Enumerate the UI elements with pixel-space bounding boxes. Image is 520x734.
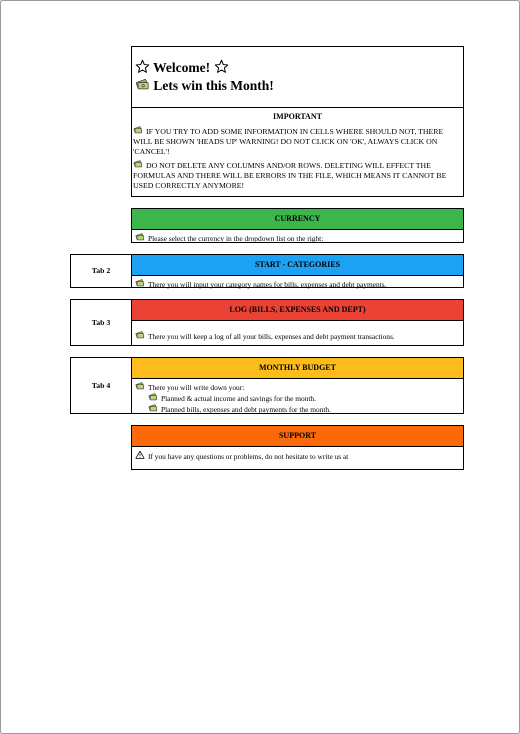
log-text: There you will keep a log of all your bills, expenses and debt payment transactions. [148,332,395,341]
bills-icon [148,392,158,402]
log-line [135,330,460,342]
support-header: SUPPORT [131,425,464,447]
log-section [131,299,464,346]
budget-section [131,357,464,414]
budget-item-text: Planned & actual income and savings for the month. [161,394,316,403]
support-line [135,450,460,462]
currency-section [131,208,464,243]
budget-item [148,403,460,415]
currency-text: Please select the currency in the dropdown list on the right: [148,234,324,243]
bills-icon [135,278,145,288]
important-box [131,107,464,197]
star-icon [135,59,150,74]
budget-item-text: Planned bills, expenses and debt payments for the month. [161,405,331,414]
start-line [135,278,460,290]
welcome-line [135,59,229,76]
currency-line[interactable] [135,232,460,244]
budget-text: There you will write down your: [148,383,245,392]
motto-line [135,77,274,94]
bills-icon [135,330,145,340]
bills-icon [133,159,143,169]
tab-2-label[interactable]: Tab 2 [70,254,132,288]
important-paragraph-1 [133,125,460,157]
start-section [131,254,464,288]
log-header: LOG (BILLS, EXPENSES AND DEPT) [131,299,464,321]
important-title: IMPORTANT [273,112,322,121]
support-section [131,425,464,470]
important-text-2: DO NOT DELETE ANY COLUMNS AND/OR ROWS. DELETING WILL EFFECT THE FORMULAS AND THERE WILL BE ERRORS IN THE FILE, WHICH MEANS IT CANNOT BE USED CORRECTLY ANYMORE! [133,161,447,190]
warning-icon [135,450,145,460]
start-text: There you will input your category names for bills, expenses and debt payments. [148,280,387,289]
bills-icon [133,125,143,135]
budget-header: MONTHLY BUDGET [131,357,464,379]
important-text-1: IF YOU TRY TO ADD SOME INFORMATION IN CELLS WHERE SHOULD NOT, THERE WILL BE SHOWN 'HEADS UP' WARNING! DO NOT CLICK ON 'OK', ALWAYS CLICK ON 'CANCEL'! [133,127,444,156]
currency-header: CURRENCY [131,208,464,230]
welcome-title: Welcome! [153,60,211,75]
bills-icon [148,403,158,413]
bills-icon [135,232,145,242]
start-header: START - CATEGORIES [131,254,464,276]
star-icon [214,59,229,74]
tab-3-label[interactable]: Tab 3 [70,299,132,346]
bills-icon [135,77,150,92]
motto-text: Lets win this Month! [153,78,274,93]
important-paragraph-2 [133,159,460,191]
welcome-box [131,46,464,108]
tab-4-label[interactable]: Tab 4 [70,357,132,414]
bills-icon [135,381,145,391]
support-text: If you have any questions or problems, do not hesitate to write us at [148,452,349,461]
